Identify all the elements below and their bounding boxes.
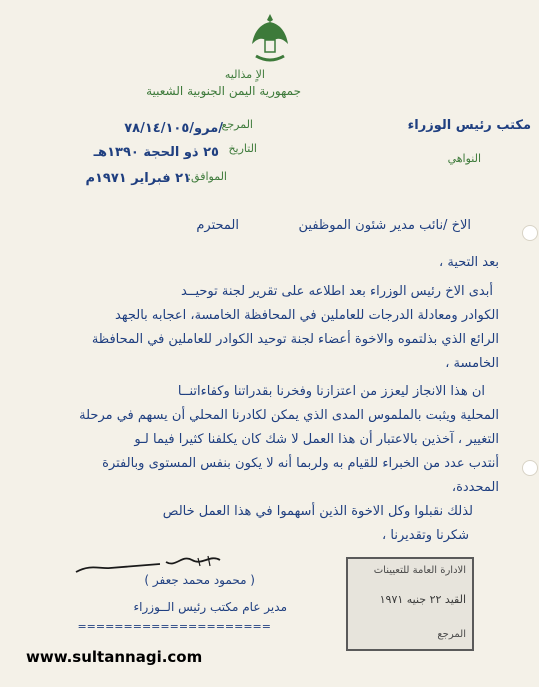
stamp-line: القيد ٢٢ جنيه ١٩٧١ [379,593,466,606]
website-watermark: www.sultannagi.com [26,648,203,666]
body-line: لذلك نقبلوا وكل الاخوة الذين أسهموا في هذا العمل خالص [162,504,473,519]
signature-divider: ===================== [77,620,271,633]
date-label: التاريخ [228,142,257,155]
subject-label: النواهي [447,152,481,165]
equiv-label: الموافق: [187,170,227,183]
body-line: أبدى الاخ رئيس الوزراء بعد اطلاعه على تقرير لجنة توحيــد [181,284,493,299]
honorific: المحترم [196,218,239,233]
body-line: الخامسة ، [445,356,499,371]
body-line: المحددة، [451,480,499,495]
signatory-name: ( محمود محمد جعفر ) [144,573,255,587]
header-small-text: الاٍ مذاليه [224,68,265,81]
body-line: الرائع الذي بذلتموه والاخوة أعضاء لجنة توحيد الكوادر للعاملين في المحافظة [91,332,499,347]
office-name: مكتب رئيس الوزراء [407,118,531,133]
greeting: بعد التحية ، [439,255,499,270]
stamp-line: الادارة العامة للتعيينات [373,565,466,576]
recipient: الاخ /نائب مدير شئون الموظفين [298,218,471,233]
date-value: ٢٥ ذو الحجة ١٣٩٠هـ [93,145,219,160]
body-line: المحلية ويثبت بالملموس المدى الذي يمكن لكادرنا المحلي أن يسهم في مرحلة [79,408,499,423]
body-line: التغيير ، آخذين بالاعتبار أن هذا العمل لا شك كان يكلفنا كثيرا فيما لـو [134,432,499,447]
body-line: أنتدب عدد من الخبراء للقيام به ولربما أنه لا يكون بنفس المستوى وبالفترة [102,456,499,471]
ref-label: المرجع [221,118,253,131]
republic-name: جمهورية اليمن الجنوبية الشعبية [146,84,301,98]
punch-hole [522,460,538,476]
ref-value: مرو/٧٨/١٤/١٠٥/ [124,121,223,136]
eagle-emblem-icon [250,12,290,68]
signatory-title: مدير عام مكتب رئيس الــوزراء [133,600,287,614]
body-line: شكرنا وتقديرنا ، [382,528,469,543]
stamp-line: المرجع [437,629,466,640]
body-line: الكوادر ومعادلة الدرجات للعاملين في المحافظة الخامسة، اعجابه بالجهد [115,308,499,323]
body-line: ان هذا الانجاز ليعزز من اعتزازنا وفخرنا بقدراتنا وكفاءاتنــا [177,384,485,399]
punch-hole [522,225,538,241]
equiv-value: ٢١ فبراير ١٩٧١م [85,171,191,186]
received-stamp [346,557,474,651]
